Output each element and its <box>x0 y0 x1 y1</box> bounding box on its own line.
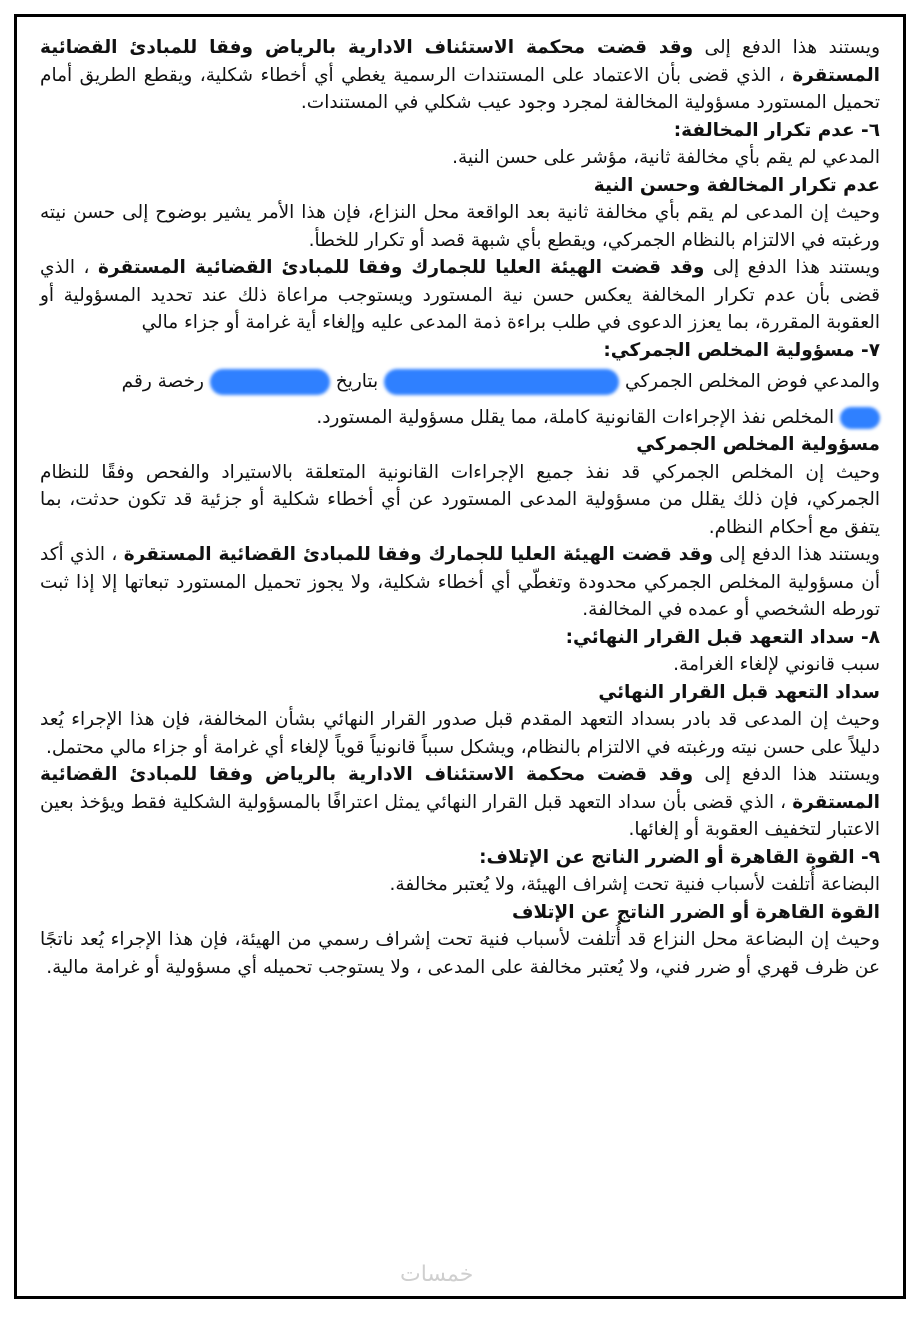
redaction-mark <box>210 369 330 395</box>
section-heading-8: ٨- سداد التعهد قبل القرار النهائي: <box>565 626 880 648</box>
summary-text: بتاريخ <box>335 371 379 392</box>
section-heading-7: ٧- مسؤولية المخلص الجمركي: <box>603 339 880 361</box>
document-body <box>40 34 880 981</box>
paragraph-basis-1 <box>40 34 880 117</box>
court-citation: وقد قضت الهيئة العليا للجمارك وفقا للمبادئ القضائية المستقرة <box>98 257 705 278</box>
section-summary-8: سبب قانوني لإلغاء الغرامة. <box>673 654 880 675</box>
court-citation: وقد قضت الهيئة العليا للجمارك وفقا للمبادئ القضائية المستقرة <box>123 544 713 565</box>
paragraph-text: ، الذي أكد أن مسؤولية المخلص الجمركي محدودة وتغطّي أي أخطاء شكلية، ولا يجوز تحميل المستورد تبعاتها إلا إذا ثبت تورطه الشخصي أو عمده في المخالفة. <box>40 544 880 620</box>
section-heading-6: ٦- عدم تكرار المخالفة: <box>673 119 880 141</box>
section-heading-9: ٩- القوة القاهرة أو الضرر الناتج عن الإتلاف: <box>479 846 880 868</box>
section-title-6: عدم تكرار المخالفة وحسن النية <box>593 174 880 196</box>
paragraph-text: ويستند هذا الدفع إلى <box>693 37 881 58</box>
paragraph-text: ، الذي قضى بأن الاعتماد على المستندات الرسمية يغطي أي أخطاء شكلية، ويقطع الطريق أمام تحميل المستورد مسؤولية المخالفة لمجرد وجود عيب شكلي في المستندات. <box>40 64 880 113</box>
section-summary-7 <box>40 368 880 396</box>
paragraph-9a: وحيث إن البضاعة محل النزاع قد أُتلفت لأسباب فنية تحت إشراف رسمي من الهيئة، فإن هذا الإجراء يُعد ناتجًا عن ظرف قهري أو ضرر فني، ولا يُعتبر مخالفة على المدعى ، ولا يستوجب تحميله أي مسؤولية أو غرامة مالية. <box>40 929 880 978</box>
court-citation: وقد قضت محكمة الاستئناف الادارية بالرياض وفقا للمبادئ القضائية المستقرة <box>40 764 880 813</box>
paragraph-basis-6 <box>40 254 880 337</box>
paragraph-text: ويستند هذا الدفع إلى <box>693 764 881 785</box>
paragraph-text: ، الذي قضى بأن عدم تكرار المخالفة يعكس حسن نية المستورد ويستوجب مراعاة ذلك عند تحديد المسؤولية أو العقوبة المقررة، بما يعزز الدعوى في طلب براءة ذمة المدعى عليه وإلغاء أية غرامة أو جزاء مالي <box>40 257 880 333</box>
paragraph-7a: وحيث إن المخلص الجمركي قد نفذ جميع الإجراءات القانونية المتعلقة بالاستيراد والفحص وفقًا للنظام الجمركي، فإن ذلك يقلل من مسؤولية المدعى المستورد عن أي أخطاء شكلية أو جزئية قد تكون حدثت، بما يتفق مع أحكام النظام. <box>40 461 880 538</box>
paragraph-6a: وحيث إن المدعى لم يقم بأي مخالفة ثانية بعد الواقعة محل النزاع، فإن هذا الأمر يشير بوضوح إلى حسن نيته ورغبته في الالتزام بالنظام الجمركي، ويقطع بأي شبهة قصد أو تكرار للخطأ. <box>40 202 880 251</box>
section-title-9: القوة القاهرة أو الضرر الناتج عن الإتلاف <box>511 901 880 923</box>
paragraph-text: ويستند هذا الدفع إلى <box>713 544 880 565</box>
section-title-8: سداد التعهد قبل القرار النهائي <box>598 681 880 703</box>
paragraph-basis-8 <box>40 761 880 844</box>
watermark: خمسات <box>400 1262 474 1287</box>
redaction-mark <box>840 407 880 429</box>
paragraph-text: ويستند هذا الدفع إلى <box>704 257 881 278</box>
summary-text: رخصة رقم <box>121 371 204 392</box>
paragraph-basis-7 <box>40 541 880 624</box>
paragraph-8a: وحيث إن المدعى قد بادر بسداد التعهد المقدم قبل صدور القرار النهائي بشأن المخالفة، فإن هذا الإجراء يُعد دليلاً على حسن نيته ورغبته في الالتزام بالنظام، ويشكل سبباً قانونياً قوياً لإلغاء أي غرامة أو جزاء مالي محتمل. <box>40 709 880 758</box>
section-summary-9: البضاعة أُتلفت لأسباب فنية تحت إشراف الهيئة، ولا يُعتبر مخالفة. <box>389 874 880 895</box>
redaction-mark <box>384 369 619 395</box>
section-summary-6: المدعي لم يقم بأي مخالفة ثانية، مؤشر على حسن النية. <box>452 147 880 168</box>
section-summary-7-cont <box>40 404 880 432</box>
section-title-7: مسؤولية المخلص الجمركي <box>636 434 880 455</box>
court-citation: وقد قضت محكمة الاستئناف الادارية بالرياض وفقا للمبادئ القضائية المستقرة <box>40 37 880 86</box>
summary-text: والمدعي فوض المخلص الجمركي <box>624 371 880 392</box>
summary-text: المخلص نفذ الإجراءات القانونية كاملة، مما يقلل مسؤولية المستورد. <box>316 406 835 428</box>
paragraph-text: ، الذي قضى بأن سداد التعهد قبل القرار النهائي يمثل اعترافًا بالمسؤولية الشكلية فقط ويؤخذ بعين الاعتبار لتخفيف العقوبة أو إلغائها. <box>40 791 880 840</box>
